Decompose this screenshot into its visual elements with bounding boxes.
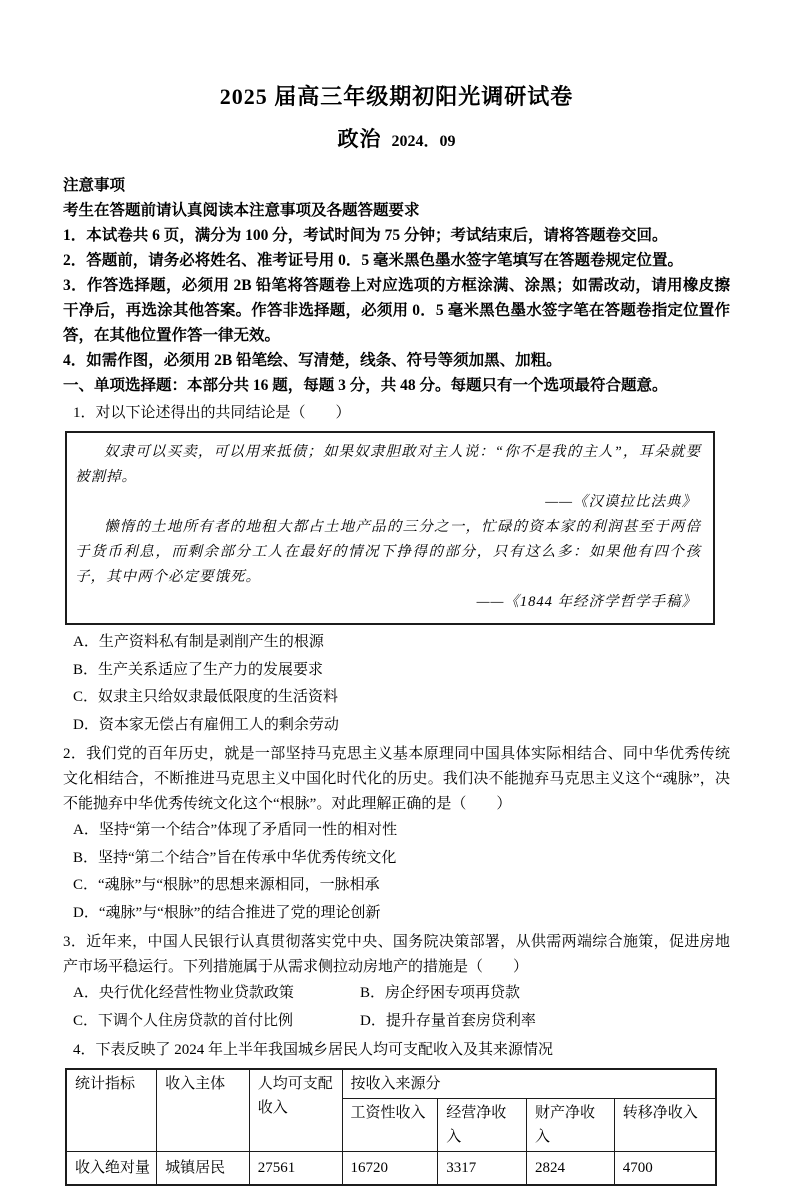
table-cell-transfer: 4700 bbox=[614, 1152, 716, 1186]
table-header-business: 经营净收入 bbox=[438, 1099, 527, 1152]
question-3-option-d: D．提升存量首套房贷利率 bbox=[360, 1012, 536, 1029]
table-cell-property: 2824 bbox=[527, 1152, 615, 1186]
question-4 bbox=[63, 1038, 730, 1186]
quote-source-1: ——《汉谟拉比法典》 bbox=[545, 494, 697, 510]
question-1-quote-box bbox=[65, 431, 715, 625]
question-3-option-a: A．央行优化经营性物业贷款政策 bbox=[73, 985, 294, 1001]
page-title: 2025 届高三年级期初阳光调研试卷 bbox=[219, 84, 574, 109]
question-1-option-d: D．资本家无偿占有雇佣工人的剩余劳动 bbox=[73, 716, 339, 733]
table-cell-wage: 16720 bbox=[342, 1152, 438, 1186]
question-1-option-c: C．奴隶主只给奴隶最低限度的生活资料 bbox=[73, 689, 339, 705]
notice-item-2: 2．答题前，请务必将姓名、准考证号用 0．5 毫米黑色墨水签字笔填写在答题卷规定位置。 bbox=[63, 252, 684, 269]
question-3-option-b: B．房企纾困专项再贷款 bbox=[360, 985, 521, 1001]
income-table bbox=[65, 1068, 717, 1186]
notice-heading: 注意事项 bbox=[63, 177, 126, 194]
notice-item-1: 1．本试卷共 6 页，满分为 100 分，考试时间为 75 分钟；考试结束后，请将答题卷交回。 bbox=[63, 227, 668, 244]
table-header-row-1 bbox=[66, 1069, 716, 1099]
question-3 bbox=[63, 930, 730, 1035]
table-header-source-group: 按收入来源分 bbox=[342, 1069, 716, 1099]
question-1 bbox=[63, 401, 730, 739]
question-3-option-c: C．下调个人住房贷款的首付比例 bbox=[73, 1012, 294, 1029]
question-2-option-a: A．坚持“第一个结合”体现了矛盾同一性的相对性 bbox=[73, 822, 398, 838]
table-header-income: 人均可支配收入 bbox=[249, 1069, 342, 1152]
quote-source-2: ——《1844 年经济学哲学手稿》 bbox=[476, 594, 697, 610]
question-2-option-d: D．“魂脉”与“根脉”的结合推进了党的理论创新 bbox=[73, 904, 381, 921]
question-3-options-row-2 bbox=[63, 1008, 730, 1036]
question-1-stem: 1．对以下论述得出的共同结论是（ ） bbox=[73, 405, 351, 421]
subject-line bbox=[63, 125, 730, 156]
notice-item-4: 4．如需作图，必须用 2B 铅笔绘、写清楚，线条、符号等须加黑、加粗。 bbox=[63, 352, 562, 369]
table-header-indicator: 统计指标 bbox=[66, 1069, 157, 1152]
question-2 bbox=[63, 742, 730, 927]
question-3-options-row-1 bbox=[63, 980, 730, 1008]
question-2-option-c: C．“魂脉”与“根脉”的思想来源相同，一脉相承 bbox=[73, 877, 380, 893]
table-header-subject: 收入主体 bbox=[157, 1069, 250, 1152]
quote-paragraph-2: 懒惰的土地所有者的地租大都占土地产品的三分之一，忙碌的资本家的利润甚至于两倍于货币利息，而剩余部分工人在最好的情况下挣得的部分，只有这么多：如果他有四个孩子，其中两个必定要饿死。 bbox=[75, 519, 701, 585]
question-2-stem: 2．我们党的百年历史，就是一部坚持马克思主义基本原理同中国具体实际相结合、同中华优秀传统文化相结合，不断推进马克思主义中国化时代化的历史。我们决不能抛弃马克思主义这个“魂脉”，决不能抛弃中华优秀传统文化这个“根脉”。对此理解正确的是（ ） bbox=[63, 746, 730, 812]
table-row bbox=[66, 1152, 716, 1186]
notice-subheading: 考生在答题前请认真阅读本注意事项及各题答题要求 bbox=[63, 202, 420, 219]
question-3-stem: 3．近年来，中国人民银行认真贯彻落实党中央、国务院决策部署，从供需两端综合施策，促进房地产市场平稳运行。下列措施属于从需求侧拉动房地产的措施是（ ） bbox=[63, 934, 730, 975]
table-header-property: 财产净收入 bbox=[527, 1099, 615, 1152]
quote-paragraph-1: 奴隶可以买卖，可以用来抵债；如果奴隶胆敢对主人说：“你不是我的主人”，耳朵就要被割掉。 bbox=[75, 444, 702, 485]
table-cell-indicator: 收入绝对量 bbox=[66, 1152, 157, 1186]
table-cell-business: 3317 bbox=[438, 1152, 527, 1186]
exam-date: 2024．09 bbox=[391, 133, 456, 150]
section-heading: 一、单项选择题：本部分共 16 题，每题 3 分，共 48 分。每题只有一个选项最符合题意。 bbox=[63, 377, 668, 394]
question-1-option-a: A．生产资料私有制是剥削产生的根源 bbox=[73, 634, 324, 650]
subject-name: 政治 bbox=[337, 127, 382, 151]
table-header-wage: 工资性收入 bbox=[342, 1099, 438, 1152]
table-header-transfer: 转移净收入 bbox=[614, 1099, 716, 1152]
notice-item-3: 3．作答选择题，必须用 2B 铅笔将答题卷上对应选项的方框涂满、涂黑；如需改动，请用橡皮擦干净后，再选涂其他答案。作答非选择题，必须用 0．5 毫米黑色墨水签字笔在答题卷指定位置作答，在其他位置作答一律无效。 bbox=[63, 277, 730, 344]
question-4-stem: 4．下表反映了 2024 年上半年我国城乡居民人均可支配收入及其来源情况 bbox=[73, 1042, 554, 1058]
question-1-option-b: B．生产关系适应了生产力的发展要求 bbox=[73, 661, 324, 678]
table-cell-subject: 城镇居民 bbox=[157, 1152, 250, 1186]
question-2-option-b: B．坚持“第二个结合”旨在传承中华优秀传统文化 bbox=[73, 849, 397, 866]
table-cell-income: 27561 bbox=[249, 1152, 342, 1186]
